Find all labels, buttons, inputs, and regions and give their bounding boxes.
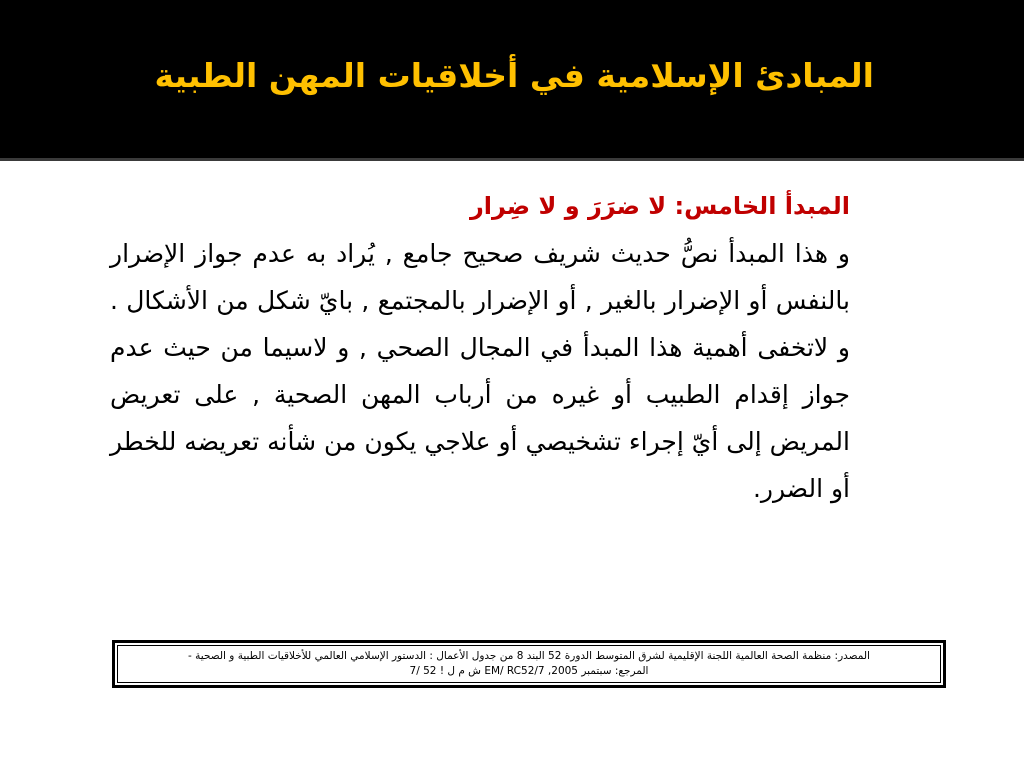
- source-line-2: المرجع: سبتمبر EM/ RC52/7 ,2005 ش م ل ! 52 /7: [409, 665, 649, 677]
- source-box-inner: [117, 645, 941, 683]
- slide-title: المبادئ الإسلامية في أخلاقيات المهن الطبية: [154, 56, 874, 95]
- slide-content: [110, 188, 850, 512]
- source-line-1: المصدر: منظمة الصحة العالمية اللجنة الإقليمية لشرق المتوسط الدورة 52 البند 8 من جدول الأعمال : الدستور الإسلامي العالمي للأخلاقيات الطبية و الصحية -: [188, 650, 870, 662]
- principle-body: و هذا المبدأ نصُّ حديث شريف صحيح جامع , يُراد به عدم جواز الإضرار بالنفس أو الإضرار بالغير , أو الإضرار بالمجتمع , بايّ شكل من الأشكال . و لاتخفى أهمية هذا المبدأ في المجال الصحي , و لاسيما من حيث عدم جواز إقدام الطبيب أو غيره من أرباب المهن الصحية , على تعريض المريض إلى أيّ إجراء تشخيصي أو علاجي يكون من شأنه تعريضه للخطر أو الضرر.: [110, 239, 850, 503]
- principle-heading: المبدأ الخامس: لا ضرَرَ و لا ضِرار: [469, 192, 850, 220]
- title-bar: [0, 0, 1024, 158]
- title-divider: [0, 158, 1024, 161]
- source-box: [112, 640, 946, 688]
